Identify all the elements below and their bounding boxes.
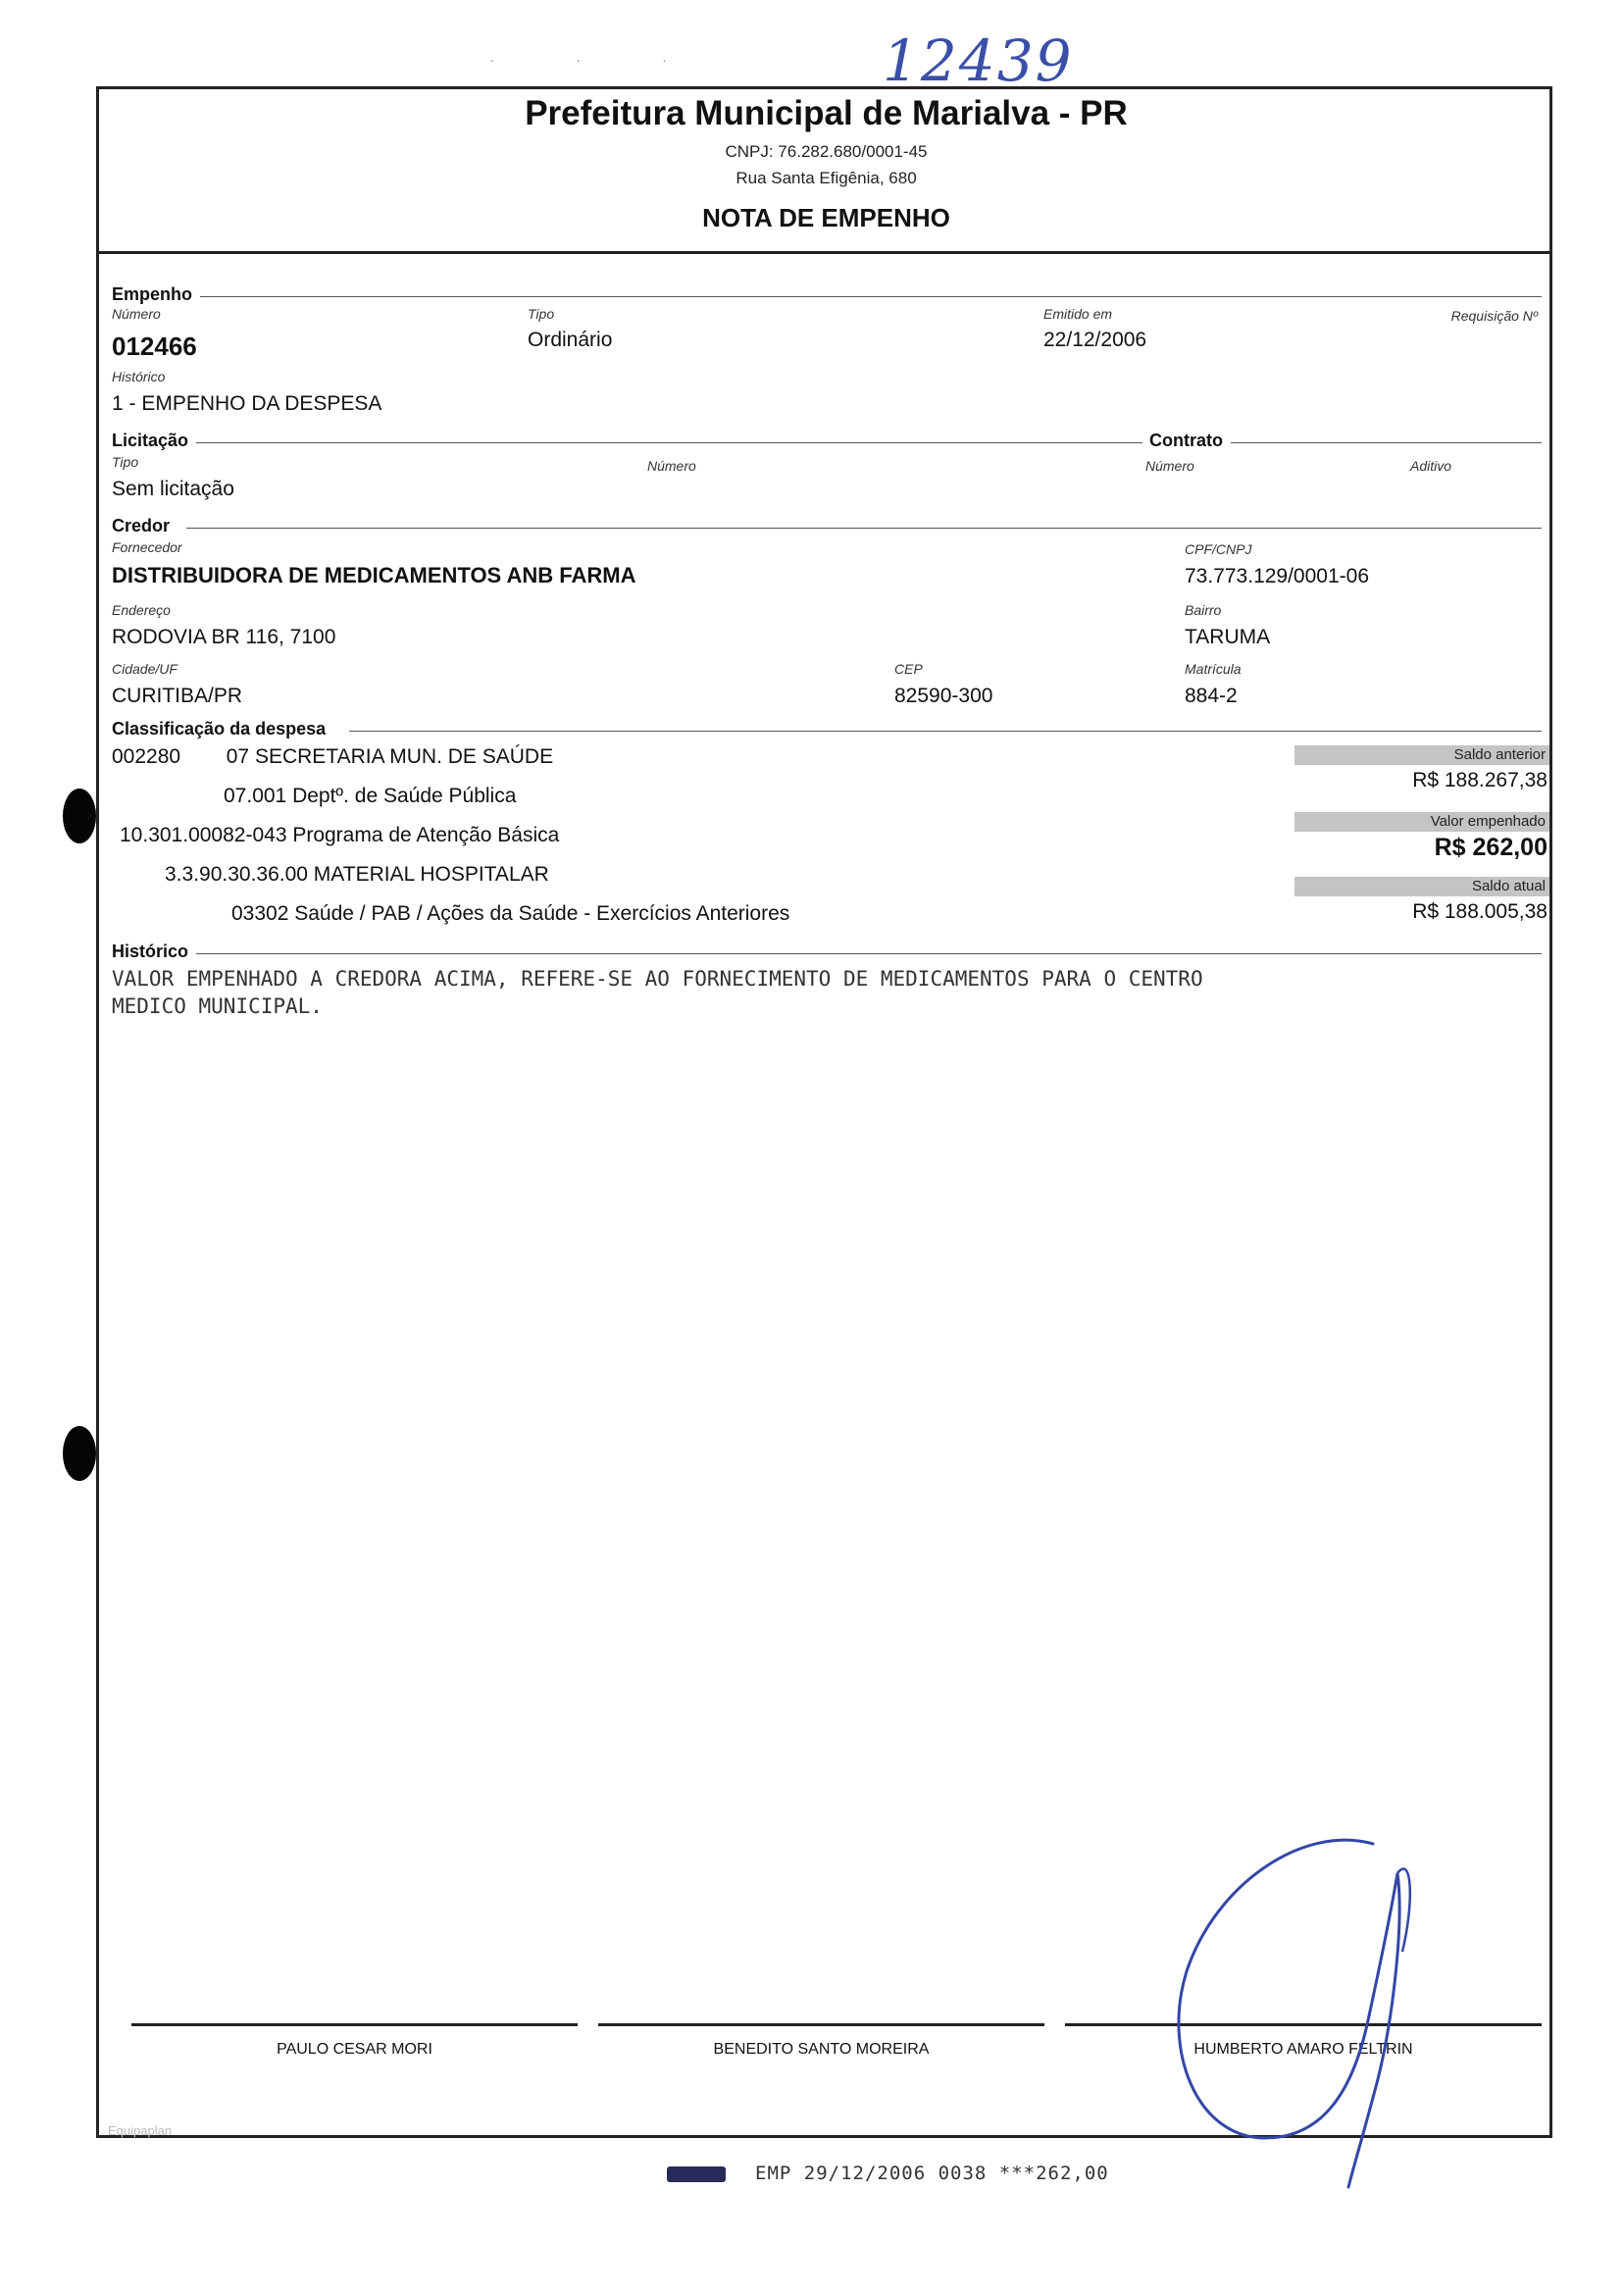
binder-hole-bottom	[63, 1426, 96, 1481]
signature-line-2	[598, 2023, 1044, 2026]
credor-cep: 82590-300	[894, 685, 993, 707]
classificacao-programa: 10.301.00082-043 Programa de Atenção Básica	[120, 824, 560, 846]
empenho-numero: 012466	[112, 331, 197, 361]
contrato-numero-label: Número	[1145, 458, 1194, 474]
historico-text-line-1: VALOR EMPENHADO A CREDORA ACIMA, REFERE-SE AO FORNECIMENTO DE MEDICAMENTOS PARA O CENTRO	[112, 967, 1203, 991]
saldo-atual-value: R$ 188.005,38	[1412, 900, 1548, 923]
credor-section-title: Credor	[112, 516, 178, 536]
licitacao-numero-label: Número	[647, 458, 696, 474]
credor-endereco: RODOVIA BR 116, 7100	[112, 626, 336, 648]
scan-specks: . . .	[490, 49, 706, 65]
empenho-historico-label: Histórico	[112, 369, 166, 384]
empenho-section-title: Empenho	[112, 284, 200, 305]
signature-line-1	[131, 2023, 578, 2026]
binder-hole-top	[63, 789, 96, 843]
classificacao-section-title: Classificação da despesa	[112, 719, 333, 739]
credor-cpf: 73.773.129/0001-06	[1185, 565, 1370, 587]
empenho-emitido-date: 22/12/2006	[1043, 329, 1147, 351]
credor-bairro: TARUMA	[1185, 626, 1271, 648]
document-title: NOTA DE EMPENHO	[702, 203, 950, 232]
signature-name-1: PAULO CESAR MORI	[277, 2041, 432, 2058]
credor-cpf-label: CPF/CNPJ	[1185, 541, 1252, 557]
classificacao-elemento: 3.3.90.30.36.00 MATERIAL HOSPITALAR	[165, 863, 549, 886]
municipality-title: Prefeitura Municipal de Marialva - PR	[525, 94, 1128, 132]
municipality-cnpj: CNPJ: 76.282.680/0001-45	[725, 142, 928, 161]
saldo-anterior-label: Saldo anterior	[1294, 745, 1549, 765]
credor-matricula-label: Matrícula	[1185, 661, 1242, 677]
historico-text-line-2: MEDICO MUNICIPAL.	[112, 994, 323, 1018]
classificacao-fonte: 03302 Saúde / PAB / Ações da Saúde - Exercícios Anteriores	[231, 902, 790, 925]
credor-fornecedor: DISTRIBUIDORA DE MEDICAMENTOS ANB FARMA	[112, 563, 636, 587]
stamp-logo-icon	[667, 2166, 726, 2182]
valor-empenhado-label: Valor empenhado	[1294, 812, 1549, 832]
saldo-atual-label: Saldo atual	[1294, 877, 1549, 896]
contrato-section-title: Contrato	[1143, 431, 1231, 451]
signature-name-3: HUMBERTO AMARO FELTRIN	[1193, 2041, 1413, 2058]
classificacao-orgao: 002280 07 SECRETARIA MUN. DE SAÚDE	[112, 745, 554, 768]
handwritten-signature	[1157, 1824, 1451, 2197]
classificacao-section-line	[349, 731, 1542, 732]
valor-empenhado-value: R$ 262,00	[1434, 834, 1548, 861]
contrato-aditivo-label: Aditivo	[1410, 458, 1452, 474]
empenho-numero-label: Número	[112, 306, 161, 322]
credor-cidade-label: Cidade/UF	[112, 661, 178, 677]
header-divider	[96, 251, 1552, 254]
saldo-anterior-value: R$ 188.267,38	[1412, 769, 1548, 791]
empenho-requisicao-label: Requisição Nº	[1450, 308, 1538, 324]
licitacao-section-line	[196, 442, 1142, 443]
handwritten-number: 12439	[883, 27, 1074, 94]
historico-section-line	[192, 953, 1542, 954]
historico-section-title: Histórico	[112, 942, 196, 962]
credor-section-line	[186, 528, 1542, 529]
credor-bairro-label: Bairro	[1185, 602, 1222, 618]
licitacao-section-title: Licitação	[112, 431, 196, 451]
credor-endereco-label: Endereço	[112, 602, 171, 618]
credor-cidade: CURITIBA/PR	[112, 685, 243, 707]
licitacao-tipo: Sem licitação	[112, 478, 234, 500]
empenho-tipo-label: Tipo	[528, 306, 555, 322]
empenho-section-line	[196, 296, 1542, 297]
signature-name-2: BENEDITO SANTO MOREIRA	[713, 2041, 930, 2058]
credor-matricula: 884-2	[1185, 685, 1238, 707]
classificacao-unidade: 07.001 Deptº. de Saúde Pública	[224, 785, 517, 807]
faint-footer-mark: Equipaplan	[108, 2123, 173, 2138]
licitacao-tipo-label: Tipo	[112, 454, 139, 470]
bank-stamp	[667, 2163, 1109, 2184]
municipality-address: Rua Santa Efigênia, 680	[736, 169, 917, 187]
contrato-section-line	[1226, 442, 1542, 443]
empenho-tipo: Ordinário	[528, 329, 613, 351]
empenho-emitido-label: Emitido em	[1043, 306, 1113, 322]
empenho-historico: 1 - EMPENHO DA DESPESA	[112, 392, 382, 415]
credor-fornecedor-label: Fornecedor	[112, 539, 182, 555]
bank-stamp-text: EMP 29/12/2006 0038 ***262,00	[755, 2163, 1109, 2184]
credor-cep-label: CEP	[894, 661, 923, 677]
